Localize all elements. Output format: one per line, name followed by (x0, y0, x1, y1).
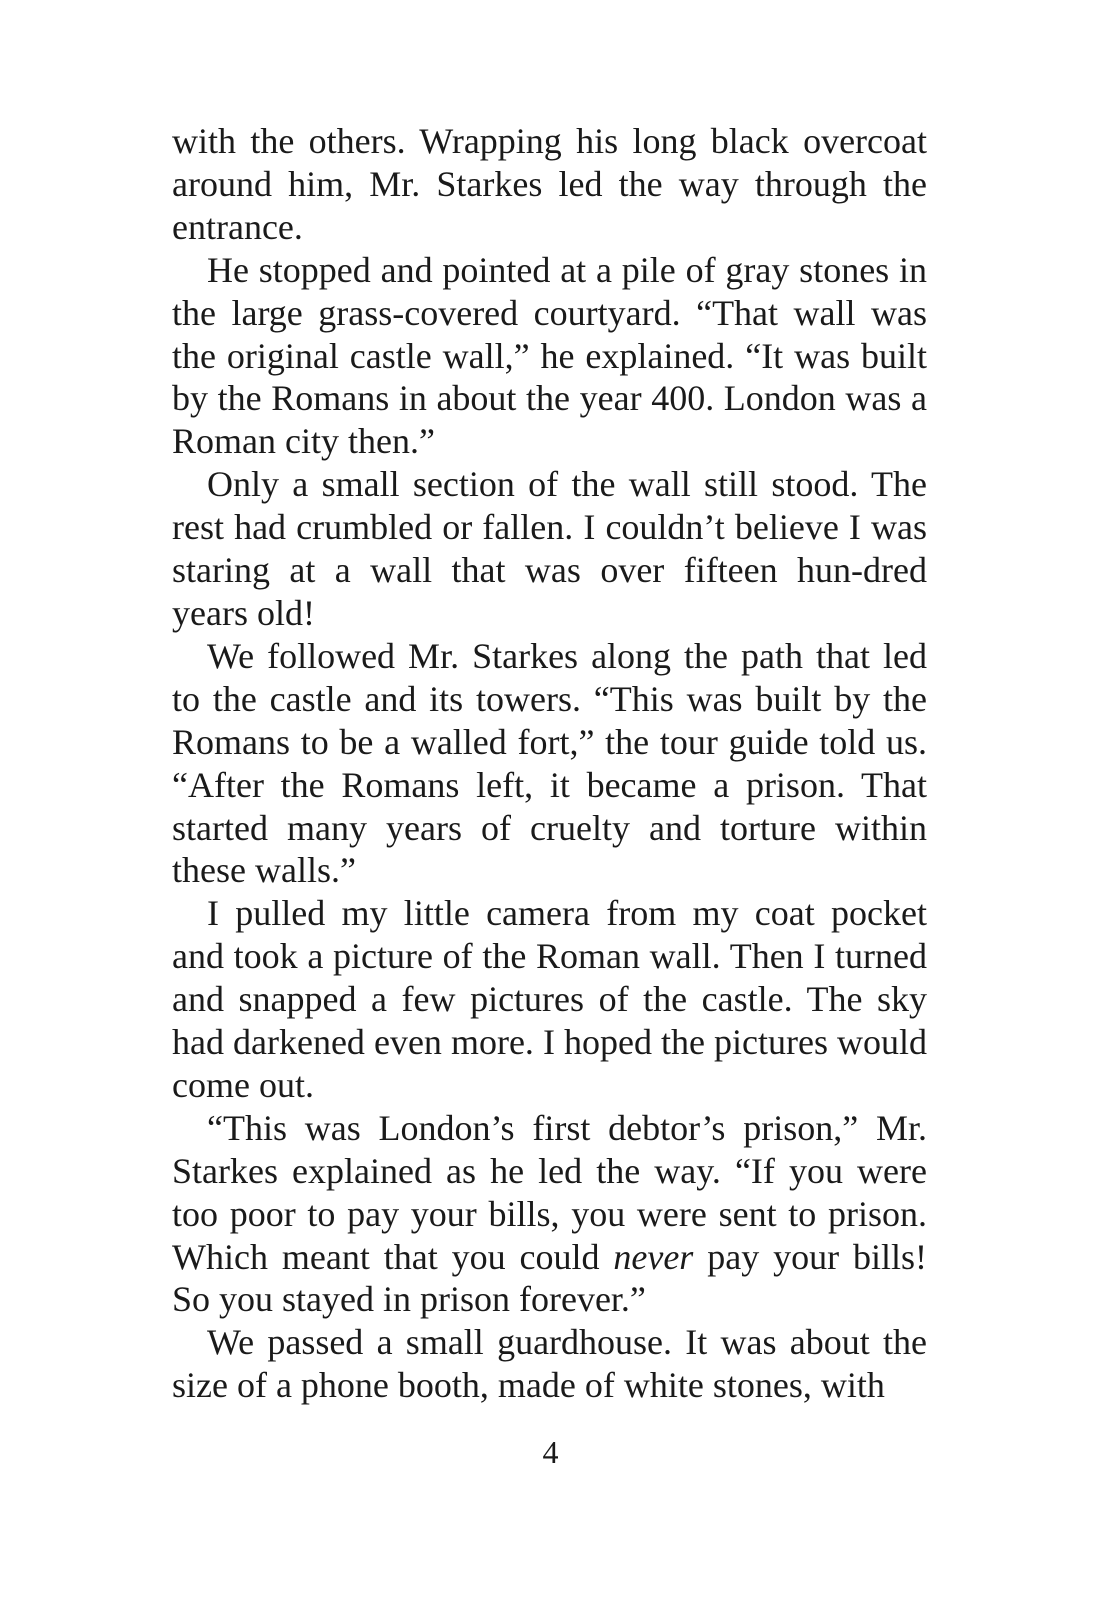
page-body (172, 120, 927, 1407)
paragraph-6-text-before: “This was London’s first debtor’s prison,” Mr. Starkes explained as he led the way. “If you were too poor to pay your bills, you were sent to prison. Which meant that you could (172, 1107, 927, 1277)
paragraph-6-text-after: pay your bills! So you stayed in prison forever.” (172, 1236, 927, 1320)
emphasis-never: never (613, 1236, 694, 1277)
paragraph-6 (172, 1107, 927, 1322)
paragraph-7: We passed a small guardhouse. It was about the size of a phone booth, made of white stones, with (172, 1322, 927, 1406)
paragraph-3: Only a small section of the wall still stood. The rest had crumbled or fallen. I couldn’t believe I was staring at a wall that was over fifteen hun-dred years old! (172, 464, 927, 633)
paragraph-4: We followed Mr. Starkes along the path that led to the castle and its towers. “This was built by the Romans to be a walled fort,” the tour guide told us. “After the Romans left, it became a prison. That started many years of cruelty and torture within these walls.” (172, 635, 927, 891)
page-number: 4 (542, 1434, 559, 1470)
paragraph-2: He stopped and pointed at a pile of gray stones in the large grass-covered courtyard. “That wall was the original castle wall,” he explained. “It was built by the Romans in about the year 400. London was a Roman city then.” (172, 249, 927, 462)
paragraph-1: with the others. Wrapping his long black overcoat around him, Mr. Starkes led the way through the entrance. (172, 121, 927, 247)
paragraph-5: I pulled my little camera from my coat pocket and took a picture of the Roman wall. Then I turned and snapped a few pictures of the castle. The sky had darkened even more. I hoped the pictures would come out. (172, 893, 927, 1105)
